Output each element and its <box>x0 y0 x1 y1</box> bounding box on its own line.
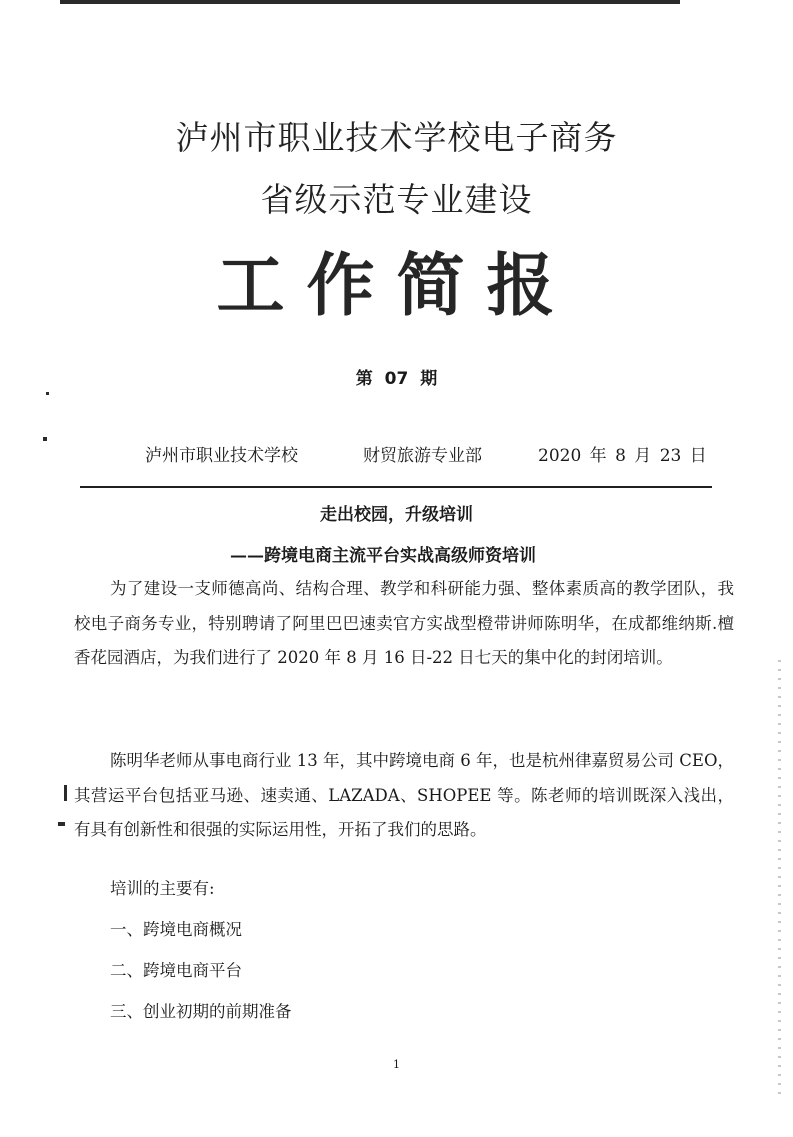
scan-speck <box>43 437 47 441</box>
issue-number: 第 07 期 <box>355 369 438 389</box>
school-name: 泸州市职业技术学校 <box>145 446 298 466</box>
scan-speck <box>64 785 67 801</box>
list-item: 二、跨境电商平台 <box>110 961 242 980</box>
training-list-intro: 培训的主要有: <box>110 879 215 898</box>
report-title-main: 工作简报 <box>216 247 577 326</box>
top-edge-bar <box>60 0 680 4</box>
article-paragraph-2: 陈明华老师从事电商行业 13 年，其中跨境电商 6 年，也是杭州律嘉贸易公司 CEO，其营运平台包括亚马逊、速卖通、LAZADA、SHOPEE 等。陈老师的培训既深入浅出，有具有创新性和很强的实际运用性，开拓了我们的思路。 <box>74 751 734 839</box>
article-title: 走出校园，升级培训 <box>320 505 473 525</box>
list-item: 一、跨境电商概况 <box>110 920 242 939</box>
header-divider <box>80 486 712 488</box>
report-title-line2: 省级示范专业建设 <box>260 180 533 219</box>
report-title-line1: 泸州市职业技术学校电子商务 <box>175 118 618 157</box>
scan-speck <box>58 822 65 826</box>
page-number: 1 <box>393 1058 400 1071</box>
article-paragraph-1: 为了建设一支师德高尚、结构合理、教学和科研能力强、整体素质高的教学团队，我校电子商务专业，特别聘请了阿里巴巴速卖官方实战型橙带讲师陈明华，在成都维纳斯.檀香花园酒店，为我们进行了 2020 年 8 月 16 日-22 日七天的集中化的封闭培训。 <box>74 579 734 667</box>
report-date: 2020 年 8 月 23 日 <box>538 446 707 466</box>
scan-edge-speckle <box>778 660 781 1100</box>
department-name: 财贸旅游专业部 <box>363 446 482 466</box>
scan-speck <box>46 392 49 395</box>
list-item: 三、创业初期的前期准备 <box>110 1002 292 1021</box>
article-subtitle: ——跨境电商主流平台实战高级师资培训 <box>230 546 536 566</box>
report-meta-line <box>145 441 725 466</box>
